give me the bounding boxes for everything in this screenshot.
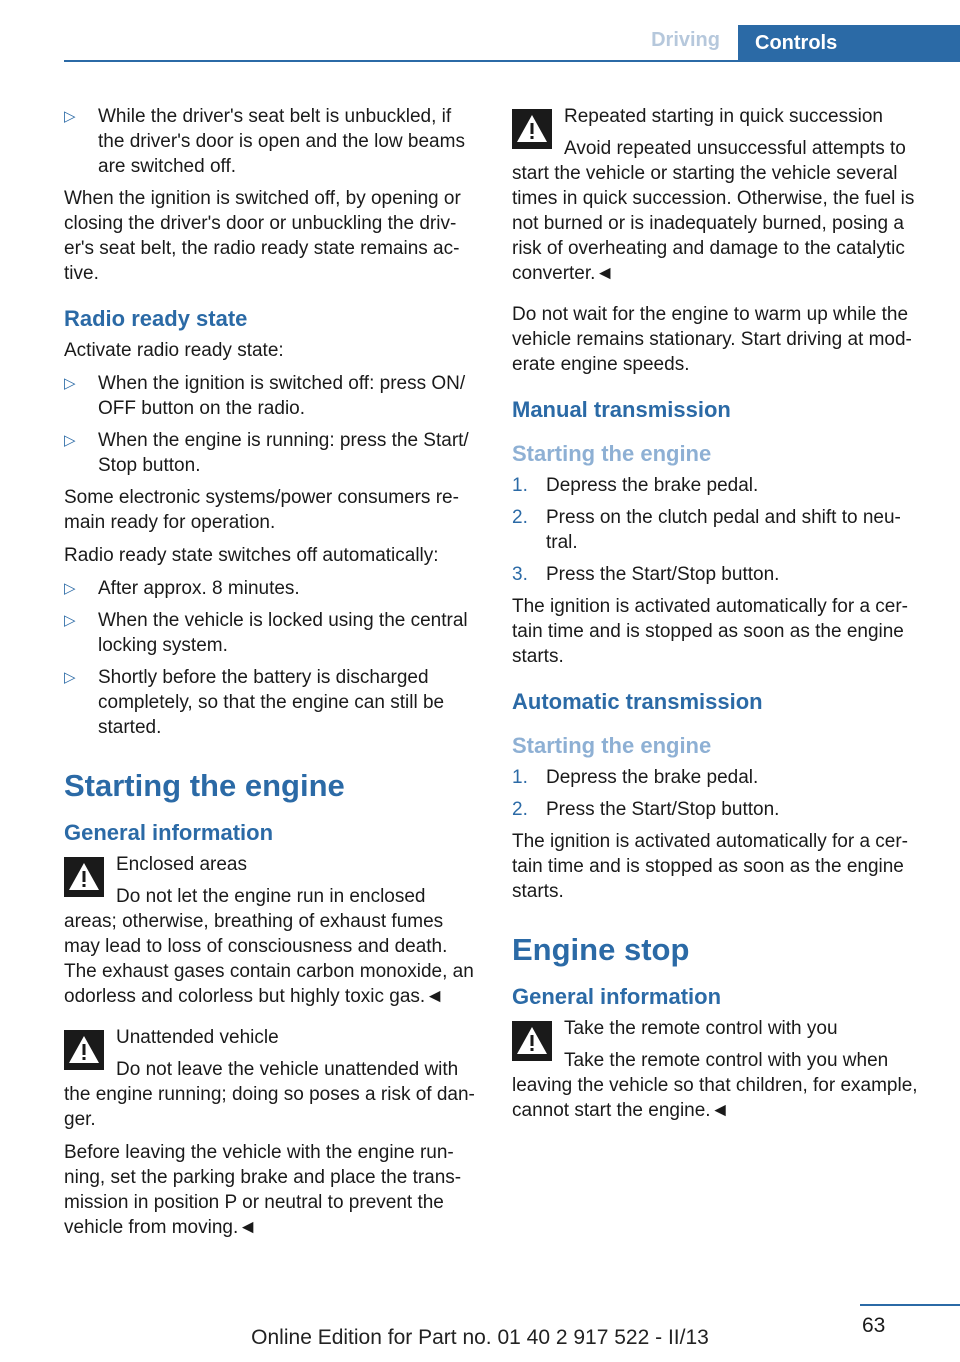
triangle-bullet-icon: ▷ [64,432,76,449]
warning-triangle-icon [64,1030,104,1070]
heading-engine-stop: Engine stop [512,932,690,967]
footer-edition: Online Edition for Part no. 01 40 2 917 522 - II/13 [251,1326,709,1349]
list-item: ▷ When the engine is running: press the Start/ Stop button. [64,430,469,476]
left-column [64,104,482,1248]
paragraph: When the ignition is switched off, by opening or closing the driver's door or unbuckling the driv-er's seat belt, the radio ready state remains ac-tive. [64,188,461,284]
header-chapter-tab: Controls [738,25,960,62]
triangle-bullet-icon: ▷ [64,612,76,629]
triangle-bullet-icon: ▷ [64,108,76,125]
paragraph: Some electronic systems/power consumers re-main ready for operation. [64,487,459,533]
list-item: 1. Depress the brake pedal. [512,767,759,788]
heading-manual-transmission: Manual transmission [512,397,731,422]
warning-title: Enclosed areas [116,854,247,875]
heading-radio-ready-state: Radio ready state [64,306,248,331]
warning-text: Take the remote control with you when leaving the vehicle so that children, for example, cannot start the engine.◄ [512,1050,918,1121]
heading-general-information: General information [64,820,274,845]
warning-text: Do not leave the vehicle unattended with the engine running; doing so poses a risk of dan-ger. [64,1059,475,1130]
heading-starting-the-engine: Starting the engine [64,768,345,803]
warning-repeated-starting [512,104,930,286]
triangle-bullet-icon: ▷ [64,669,76,686]
page-number-rule [860,1304,960,1306]
warning-unattended-vehicle [64,1025,482,1132]
warning-title: Repeated starting in quick succession [564,106,883,127]
list-item: ▷ When the ignition is switched off: press ON/ OFF button on the radio. [64,373,466,419]
list-item: ▷ After approx. 8 minutes. [64,578,300,599]
warning-triangle-icon [64,857,104,897]
paragraph: Activate radio ready state: [64,340,284,361]
right-column [512,104,930,1131]
list-item: ▷ Shortly before the battery is discharged completely, so that the engine can still be started. [64,667,445,738]
paragraph: Radio ready state switches off automatically: [64,545,439,566]
list-item: 1. Depress the brake pedal. [512,475,759,496]
list-item: ▷ When the vehicle is locked using the central locking system. [64,610,468,656]
list-item: 2. Press the Start/Stop button. [512,799,780,820]
warning-title: Unattended vehicle [116,1027,279,1048]
list-item: 2. Press on the clutch pedal and shift to neu-tral. [512,507,901,553]
warning-triangle-icon [512,109,552,149]
paragraph: The ignition is activated automatically for a cer-tain time and is stopped as soon as the engine starts. [512,831,909,902]
paragraph: The ignition is activated automatically for a cer-tain time and is stopped as soon as the engine starts. [512,596,909,667]
heading-starting-the-engine-manual: Starting the engine [512,441,712,466]
header-section-label: Driving [651,29,720,51]
list-item: ▷ While the driver's seat belt is unbuckled, if the driver's door is open and the low beams are switched off. [64,106,465,177]
warning-text: Do not let the engine run in enclosed areas; otherwise, breathing of exhaust fumes may lead to loss of consciousness and death. The exhaust gases contain carbon monoxide, an odorless and colorless but highly toxic gas.◄ [64,886,474,1007]
heading-automatic-transmission: Automatic transmission [512,689,763,714]
warning-text: Avoid repeated unsuccessful attempts to start the vehicle or starting the vehicle several times in quick succession. Otherwise, the fuel is not burned or is inadequately burned, posing a risk of overheating and damage to the catalytic converter.◄ [512,138,915,284]
heading-general-information: General information [512,984,722,1009]
warning-triangle-icon [512,1021,552,1061]
warning-enclosed-areas [64,852,482,1009]
list-item: 3. Press the Start/Stop button. [512,564,780,585]
heading-starting-the-engine-automatic: Starting the engine [512,733,712,758]
triangle-bullet-icon: ▷ [64,580,76,597]
header-rule [64,60,960,62]
triangle-bullet-icon: ▷ [64,375,76,392]
paragraph: Before leaving the vehicle with the engine run-ning, set the parking brake and place the trans-mission in position P or neutral to prevent the vehicle from moving.◄ [64,1142,462,1238]
paragraph: Do not wait for the engine to warm up while the vehicle remains stationary. Start driving at mod-erate engine speeds. [512,304,912,375]
warning-title: Take the remote control with you [564,1018,838,1039]
warning-remote-control [512,1016,930,1123]
page-number: 63 [862,1314,886,1337]
